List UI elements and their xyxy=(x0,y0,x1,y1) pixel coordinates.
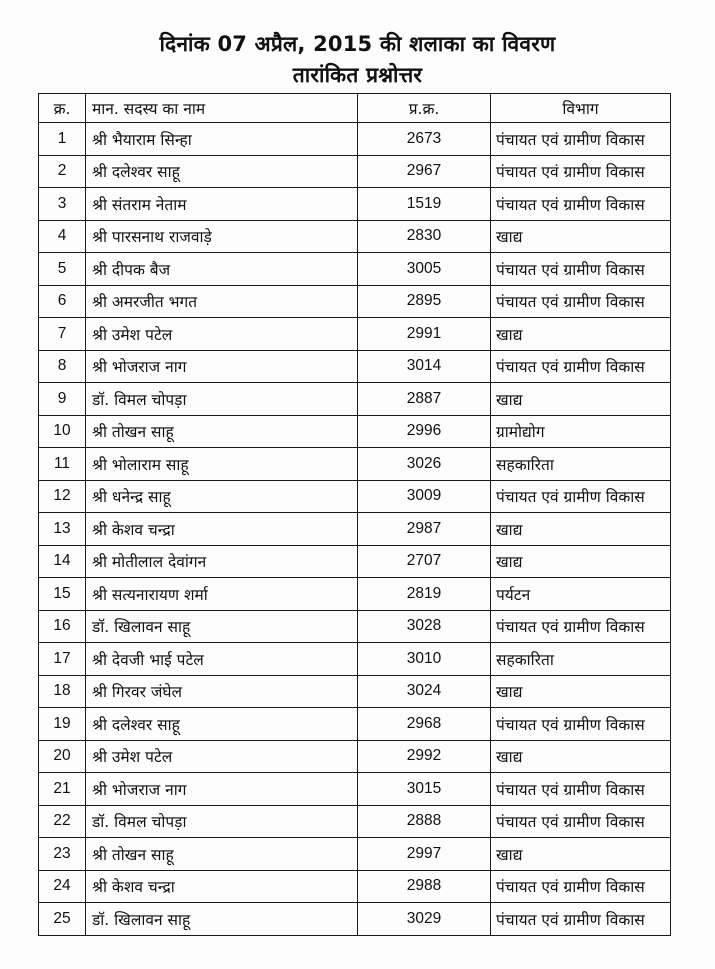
cell-department: ग्रामोद्योग xyxy=(491,415,671,448)
document-title: दिनांक 07 अप्रैल, 2015 की शलाका का विवरण xyxy=(159,32,556,56)
cell-question-number: 3026 xyxy=(358,448,491,481)
table-header-row xyxy=(39,94,671,123)
column-header-serial: क्र. xyxy=(39,94,86,123)
cell-serial: 15 xyxy=(39,578,86,611)
cell-question-number: 2819 xyxy=(358,578,491,611)
cell-question-number: 3015 xyxy=(358,773,491,806)
cell-serial: 4 xyxy=(39,220,86,253)
table-row xyxy=(39,675,671,708)
table-row xyxy=(39,643,671,676)
cell-question-number: 2987 xyxy=(358,513,491,546)
cell-department: पंचायत एवं ग्रामीण विकास xyxy=(491,188,671,221)
cell-member-name: श्री भोजराज नाग xyxy=(86,773,358,806)
cell-question-number: 2830 xyxy=(358,220,491,253)
table-row xyxy=(39,740,671,773)
table-row xyxy=(39,610,671,643)
cell-serial: 23 xyxy=(39,838,86,871)
cell-member-name: श्री केशव चन्द्रा xyxy=(86,870,358,903)
cell-department: खाद्य xyxy=(491,740,671,773)
cell-member-name: डॉ. विमल चोपड़ा xyxy=(86,805,358,838)
cell-question-number: 3029 xyxy=(358,903,491,936)
table-row xyxy=(39,578,671,611)
cell-member-name: डॉ. विमल चोपड़ा xyxy=(86,383,358,416)
column-header-member-name: मान. सदस्य का नाम xyxy=(86,94,358,123)
table-row xyxy=(39,155,671,188)
cell-serial: 9 xyxy=(39,383,86,416)
cell-serial: 24 xyxy=(39,870,86,903)
cell-department: पर्यटन xyxy=(491,578,671,611)
table-row xyxy=(39,773,671,806)
cell-serial: 7 xyxy=(39,318,86,351)
cell-department: पंचायत एवं ग्रामीण विकास xyxy=(491,805,671,838)
cell-member-name: श्री पारसनाथ राजवाड़े xyxy=(86,220,358,253)
table-row xyxy=(39,805,671,838)
cell-serial: 10 xyxy=(39,415,86,448)
cell-member-name: श्री मोतीलाल देवांगन xyxy=(86,545,358,578)
cell-department: पंचायत एवं ग्रामीण विकास xyxy=(491,253,671,286)
cell-member-name: श्री भोलाराम साहू xyxy=(86,448,358,481)
table-row xyxy=(39,285,671,318)
cell-serial: 8 xyxy=(39,350,86,383)
table-row xyxy=(39,350,671,383)
cell-member-name: श्री केशव चन्द्रा xyxy=(86,513,358,546)
cell-question-number: 3028 xyxy=(358,610,491,643)
table-row xyxy=(39,253,671,286)
cell-question-number: 3024 xyxy=(358,675,491,708)
table-body xyxy=(39,123,671,936)
cell-member-name: श्री दलेश्वर साहू xyxy=(86,708,358,741)
cell-question-number: 2988 xyxy=(358,870,491,903)
cell-question-number: 3010 xyxy=(358,643,491,676)
cell-department: पंचायत एवं ग्रामीण विकास xyxy=(491,285,671,318)
cell-serial: 20 xyxy=(39,740,86,773)
cell-question-number: 2992 xyxy=(358,740,491,773)
cell-member-name: श्री सत्यनारायण शर्मा xyxy=(86,578,358,611)
table-row xyxy=(39,383,671,416)
cell-question-number: 2888 xyxy=(358,805,491,838)
table-row xyxy=(39,545,671,578)
cell-serial: 18 xyxy=(39,675,86,708)
cell-serial: 14 xyxy=(39,545,86,578)
table-row xyxy=(39,480,671,513)
cell-question-number: 3014 xyxy=(358,350,491,383)
table-row xyxy=(39,513,671,546)
cell-department: पंचायत एवं ग्रामीण विकास xyxy=(491,610,671,643)
cell-department: पंचायत एवं ग्रामीण विकास xyxy=(491,350,671,383)
cell-member-name: श्री दलेश्वर साहू xyxy=(86,155,358,188)
cell-member-name: श्री दीपक बैज xyxy=(86,253,358,286)
cell-serial: 6 xyxy=(39,285,86,318)
cell-question-number: 3005 xyxy=(358,253,491,286)
cell-member-name: श्री उमेश पटेल xyxy=(86,740,358,773)
column-header-department: विभाग xyxy=(491,94,671,123)
cell-serial: 5 xyxy=(39,253,86,286)
cell-member-name: श्री धनेन्द्र साहू xyxy=(86,480,358,513)
table-row xyxy=(39,188,671,221)
cell-department: खाद्य xyxy=(491,545,671,578)
table-row xyxy=(39,318,671,351)
cell-question-number: 2887 xyxy=(358,383,491,416)
cell-serial: 13 xyxy=(39,513,86,546)
cell-department: सहकारिता xyxy=(491,448,671,481)
cell-question-number: 2996 xyxy=(358,415,491,448)
cell-serial: 19 xyxy=(39,708,86,741)
cell-question-number: 2967 xyxy=(358,155,491,188)
cell-member-name: श्री संतराम नेताम xyxy=(86,188,358,221)
cell-department: खाद्य xyxy=(491,675,671,708)
cell-serial: 11 xyxy=(39,448,86,481)
table-row xyxy=(39,708,671,741)
cell-department: पंचायत एवं ग्रामीण विकास xyxy=(491,773,671,806)
cell-serial: 16 xyxy=(39,610,86,643)
cell-question-number: 2673 xyxy=(358,123,491,156)
cell-department: पंचायत एवं ग्रामीण विकास xyxy=(491,708,671,741)
cell-member-name: डॉ. खिलावन साहू xyxy=(86,903,358,936)
column-header-question-number: प्र.क्र. xyxy=(358,94,491,123)
cell-department: खाद्य xyxy=(491,318,671,351)
cell-department: खाद्य xyxy=(491,513,671,546)
table-row xyxy=(39,870,671,903)
cell-member-name: श्री तोखन साहू xyxy=(86,415,358,448)
cell-member-name: श्री देवजी भाई पटेल xyxy=(86,643,358,676)
cell-question-number: 1519 xyxy=(358,188,491,221)
cell-member-name: डॉ. खिलावन साहू xyxy=(86,610,358,643)
cell-question-number: 3009 xyxy=(358,480,491,513)
cell-serial: 3 xyxy=(39,188,86,221)
table-row xyxy=(39,415,671,448)
cell-department: खाद्य xyxy=(491,383,671,416)
cell-serial: 21 xyxy=(39,773,86,806)
cell-member-name: श्री तोखन साहू xyxy=(86,838,358,871)
cell-department: खाद्य xyxy=(491,220,671,253)
cell-serial: 12 xyxy=(39,480,86,513)
cell-member-name: श्री भोजराज नाग xyxy=(86,350,358,383)
cell-serial: 25 xyxy=(39,903,86,936)
cell-question-number: 2991 xyxy=(358,318,491,351)
cell-serial: 17 xyxy=(39,643,86,676)
cell-serial: 1 xyxy=(39,123,86,156)
table-row xyxy=(39,448,671,481)
cell-department: पंचायत एवं ग्रामीण विकास xyxy=(491,903,671,936)
cell-question-number: 2707 xyxy=(358,545,491,578)
table-row xyxy=(39,123,671,156)
cell-member-name: श्री उमेश पटेल xyxy=(86,318,358,351)
table-row xyxy=(39,903,671,936)
cell-question-number: 2997 xyxy=(358,838,491,871)
cell-member-name: श्री अमरजीत भगत xyxy=(86,285,358,318)
cell-serial: 22 xyxy=(39,805,86,838)
cell-member-name: श्री भैयाराम सिन्हा xyxy=(86,123,358,156)
cell-department: खाद्य xyxy=(491,838,671,871)
cell-department: पंचायत एवं ग्रामीण विकास xyxy=(491,155,671,188)
cell-department: पंचायत एवं ग्रामीण विकास xyxy=(491,123,671,156)
cell-question-number: 2968 xyxy=(358,708,491,741)
cell-department: सहकारिता xyxy=(491,643,671,676)
cell-member-name: श्री गिरवर जंघेल xyxy=(86,675,358,708)
cell-department: पंचायत एवं ग्रामीण विकास xyxy=(491,870,671,903)
cell-department: पंचायत एवं ग्रामीण विकास xyxy=(491,480,671,513)
starred-questions-table xyxy=(38,93,671,936)
document-subtitle: तारांकित प्रश्नोत्तर xyxy=(292,63,423,87)
table-row xyxy=(39,220,671,253)
table-row xyxy=(39,838,671,871)
cell-serial: 2 xyxy=(39,155,86,188)
cell-question-number: 2895 xyxy=(358,285,491,318)
